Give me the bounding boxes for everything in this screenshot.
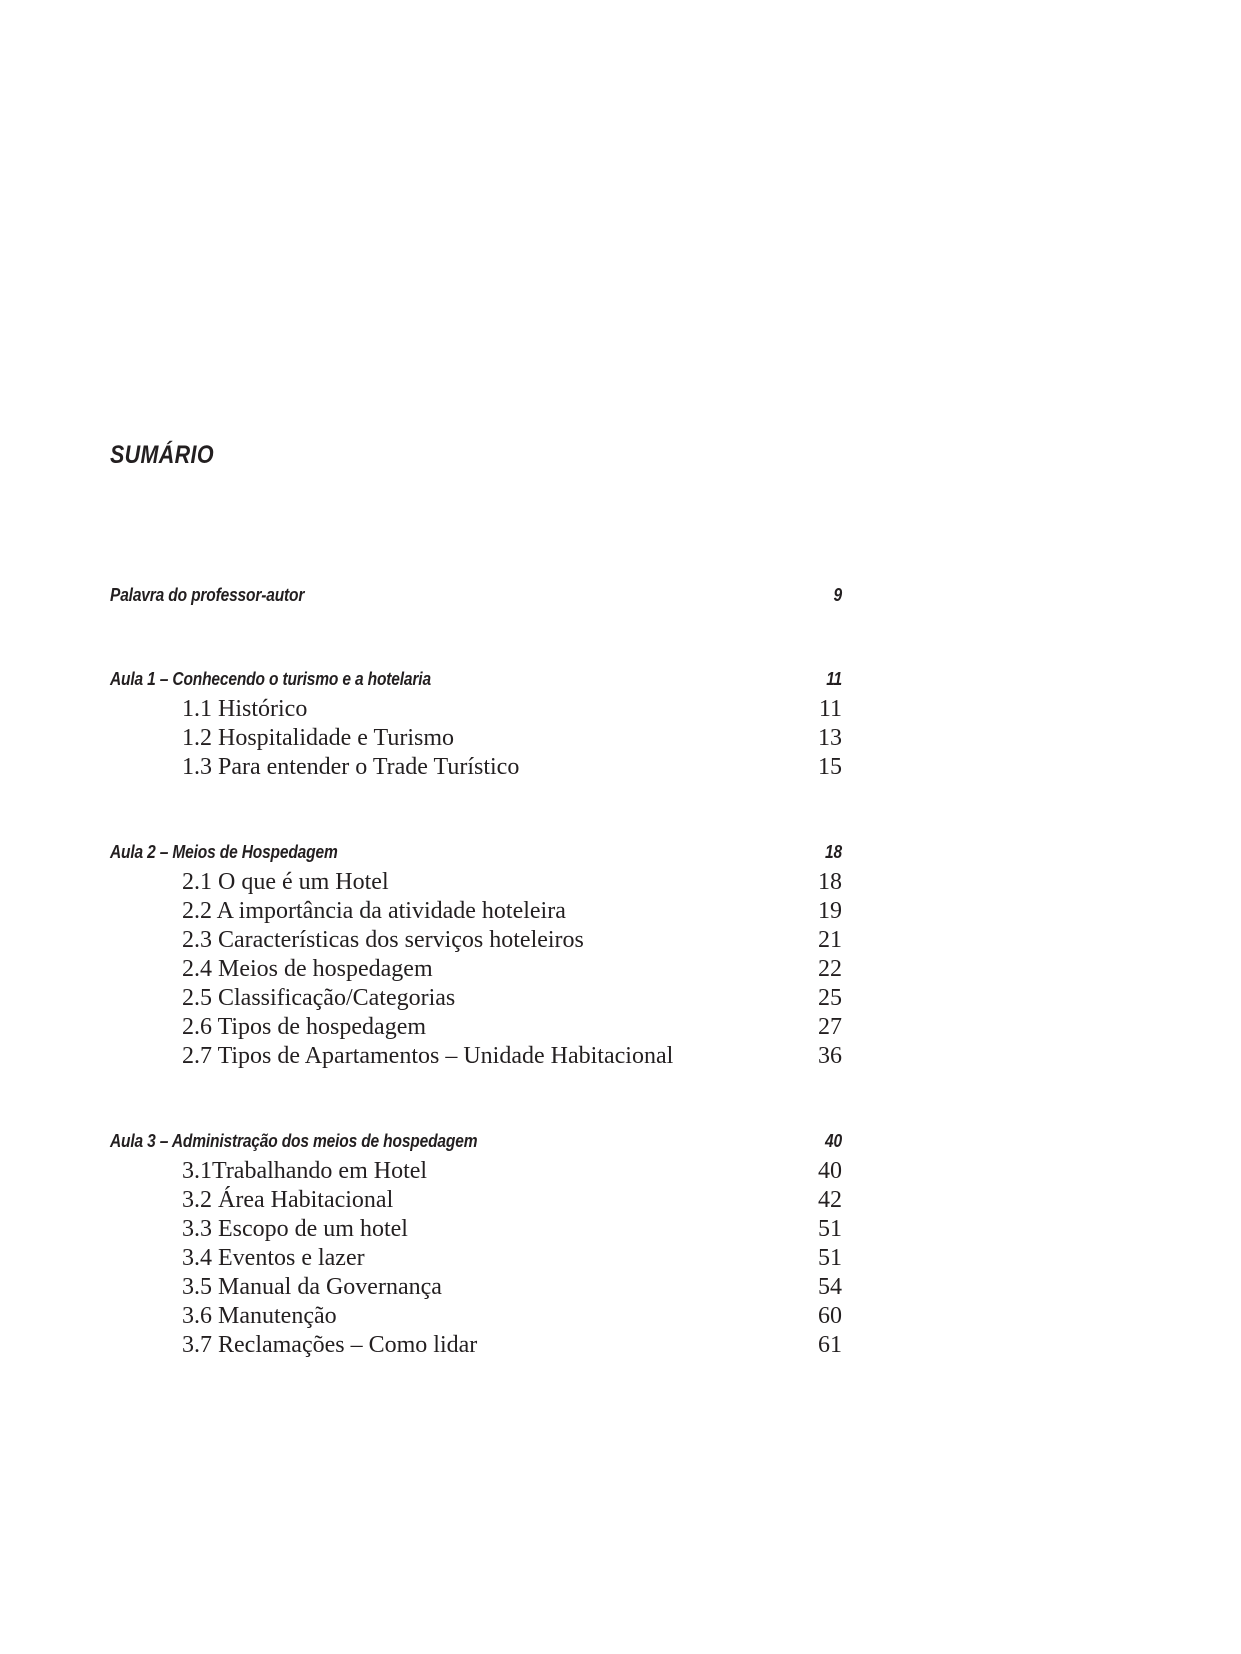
toc-entry-label: 3.2 Área Habitacional [182,1187,394,1213]
toc-entry-page: 42 [818,1187,842,1213]
toc-entry-row[interactable] [110,1328,842,1357]
toc-entry-label: 2.4 Meios de hospedagem [182,956,433,982]
toc-entry-label: 2.1 O que é um Hotel [182,869,389,895]
toc-entry-page: 22 [818,956,842,982]
toc-entry-page: 21 [818,927,842,953]
toc-front-matter-label: Palavra do professor-autor [110,584,305,605]
toc-section-heading-label: Aula 1 – Conhecendo o turismo e a hotelaria [110,668,431,689]
toc-entry-label: 3.5 Manual da Governança [182,1274,442,1300]
toc-section-heading-label: Aula 3 – Administração dos meios de hospedagem [110,1130,478,1151]
toc-section-block [110,1130,842,1357]
toc-front-matter-page: 9 [833,584,842,605]
table-of-contents [110,584,842,1357]
toc-entry-page: 25 [818,985,842,1011]
toc-entry-page: 54 [818,1274,842,1300]
page-title: SUMÁRIO [110,441,214,469]
toc-entry-row[interactable] [110,1270,842,1299]
toc-section-heading-label: Aula 2 – Meios de Hospedagem [110,841,338,862]
toc-section-heading-page: 18 [825,841,842,862]
toc-entry-row[interactable] [110,981,842,1010]
toc-entry-row[interactable] [110,894,842,923]
toc-section-heading-row[interactable] [110,668,842,690]
toc-entry-label: 3.3 Escopo de um hotel [182,1216,408,1242]
toc-entry-label: 3.6 Manutenção [182,1303,337,1329]
toc-entry-page: 15 [818,754,842,780]
toc-front-matter-block [110,584,842,606]
toc-entry-page: 36 [818,1043,842,1069]
toc-entry-row[interactable] [110,1039,842,1068]
toc-entry-page: 60 [818,1303,842,1329]
toc-front-matter-row[interactable] [110,584,842,606]
toc-section-heading-row[interactable] [110,1130,842,1152]
toc-entry-page: 51 [818,1245,842,1271]
toc-entry-row[interactable] [110,1183,842,1212]
toc-entry-row[interactable] [110,1299,842,1328]
toc-entry-label: 2.3 Características dos serviços hoteleiros [182,927,584,953]
toc-entry-label: 1.3 Para entender o Trade Turístico [182,754,520,780]
toc-entry-label: 2.7 Tipos de Apartamentos – Unidade Habitacional [182,1043,674,1069]
toc-entry-label: 3.4 Eventos e lazer [182,1245,365,1271]
toc-entry-row[interactable] [110,1154,842,1183]
toc-section-heading-page: 11 [826,668,842,689]
toc-entry-label: 1.2 Hospitalidade e Turismo [182,725,455,751]
toc-section-block [110,668,842,779]
toc-section-heading-row[interactable] [110,841,842,863]
toc-entry-row[interactable] [110,923,842,952]
toc-entry-row[interactable] [110,692,842,721]
toc-entry-page: 40 [818,1158,842,1184]
toc-entry-page: 13 [818,725,842,751]
toc-entry-page: 51 [818,1216,842,1242]
toc-entry-row[interactable] [110,1212,842,1241]
toc-entry-row[interactable] [110,1010,842,1039]
toc-entry-label: 1.1 Histórico [182,696,308,722]
toc-entry-page: 11 [818,696,842,722]
toc-entry-page: 27 [818,1014,842,1040]
toc-entry-label: 3.1Trabalhando em Hotel [182,1158,428,1184]
toc-entry-row[interactable] [110,750,842,779]
toc-entry-page: 18 [818,869,842,895]
toc-entry-label: 2.2 A importância da atividade hoteleira [182,898,566,924]
toc-entry-label: 3.7 Reclamações – Como lidar [182,1332,478,1358]
toc-entry-row[interactable] [110,865,842,894]
toc-entry-row[interactable] [110,721,842,750]
toc-entry-row[interactable] [110,1241,842,1270]
toc-entry-label: 2.5 Classificação/Categorias [182,985,456,1011]
toc-entry-row[interactable] [110,952,842,981]
toc-entry-label: 2.6 Tipos de hospedagem [182,1014,427,1040]
toc-entry-page: 61 [818,1332,842,1358]
toc-section-block [110,841,842,1068]
toc-entry-page: 19 [818,898,842,924]
toc-section-heading-page: 40 [825,1130,842,1151]
